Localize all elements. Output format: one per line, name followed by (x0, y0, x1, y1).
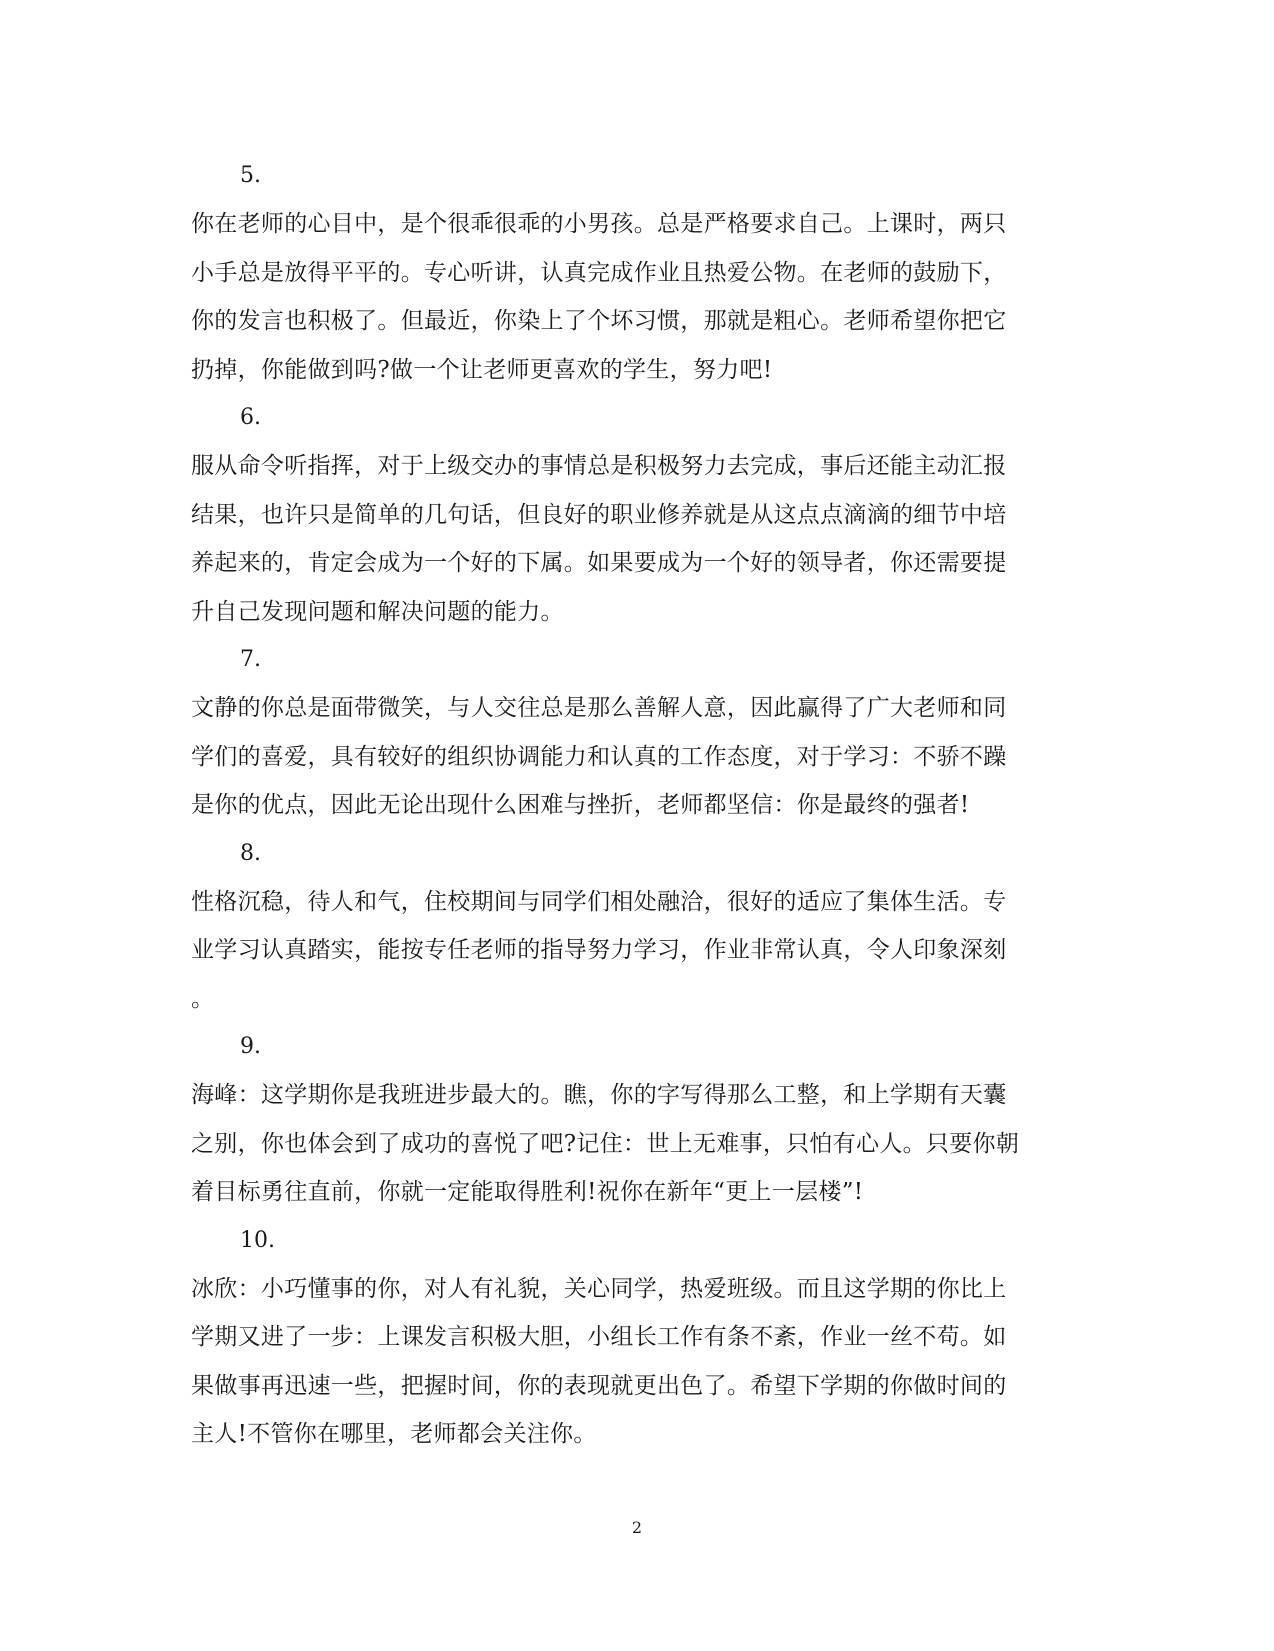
entry-text-line: 着目标勇往直前，你就一定能取得胜利!祝你在新年“更上一层楼”! (191, 1179, 864, 1205)
entry-text-line: 是你的优点，因此无论出现什么困难与挫折，老师都坚信：你是最终的强者! (191, 792, 970, 818)
entry-text-line: 结果，也许只是简单的几句话，但良好的职业修养就是从这点点滴滴的细节中培 (191, 501, 1007, 528)
entry-text-line: 你的发言也积极了。但最近，你染上了个坏习惯，那就是粗心。老师希望你把它 (191, 308, 1007, 334)
entry-text-line: 学们的喜爱，具有较好的组织协调能力和认真的工作态度，对于学习：不骄不躁 (191, 743, 1007, 770)
entry-text-line: 冰欣：小巧懂事的你，对人有礼貌，关心同学，热爱班级。而且这学期的你比上 (191, 1275, 1007, 1302)
entry-text-line: 业学习认真踏实，能按专任老师的指导努力学习，作业非常认真，令人印象深刻 (191, 937, 1007, 963)
document-body (191, 152, 1071, 1459)
entry-number: 10. (240, 1227, 275, 1253)
entry-text-line: 果做事再迅速一些，把握时间，你的表现就更出色了。希望下学期的你做时间的 (191, 1372, 1007, 1399)
entry-text-line: 你在老师的心目中，是个很乖很乖的小男孩。总是严格要求自己。上课时，两只 (191, 211, 1007, 237)
entry-number: 6. (240, 405, 261, 430)
entry-number: 5. (240, 163, 261, 188)
entry-text-line: 小手总是放得平平的。专心听讲，认真完成作业且热爱公物。在老师的鼓励下， (191, 259, 1007, 286)
entry-text-line: 主人!不管你在哪里，老师都会关注你。 (191, 1421, 597, 1447)
entry-text-line: 服从命令听指挥，对于上级交办的事情总是积极努力去完成，事后还能主动汇报 (191, 453, 1007, 479)
entry-text-line: 性格沉稳，待人和气，住校期间与同学们相处融洽，很好的适应了集体生活。专 (191, 888, 1007, 915)
page-number: 2 (631, 1518, 643, 1537)
entry-number: 7. (240, 647, 261, 672)
entry-text-line: 文静的你总是面带微笑，与人交往总是那么善解人意，因此赢得了广大老师和同 (191, 695, 1007, 721)
entry-text-line: 扔掉，你能做到吗?做一个让老师更喜欢的学生，努力吧! (191, 356, 773, 383)
entry-text-line: 升自己发现问题和解决问题的能力。 (191, 598, 564, 625)
entry-text-line: 之别，你也体会到了成功的喜悦了吧?记住：世上无难事，只怕有心人。只要你朝 (191, 1130, 1020, 1157)
entry-text-line: 海峰：这学期你是我班进步最大的。瞧，你的字写得那么工整，和上学期有天囊 (191, 1082, 1007, 1108)
entry-text-line: 学期又进了一步：上课发言积极大胆，小组长工作有条不紊，作业一丝不苟。如 (191, 1324, 1007, 1350)
entry-number: 8. (240, 840, 261, 866)
entry-number: 9. (240, 1034, 261, 1059)
entry-text-line: 养起来的，肯定会成为一个好的下属。如果要成为一个好的领导者，你还需要提 (191, 550, 1007, 576)
entry-text-line: 。 (191, 985, 215, 1012)
